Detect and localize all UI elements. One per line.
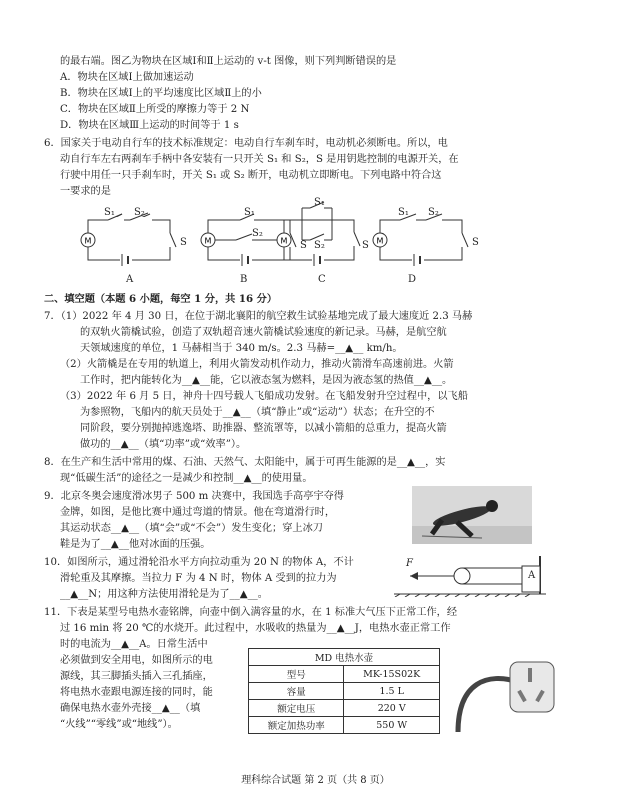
q11-line-8: “火线”“零线”或“地线”）。 xyxy=(60,719,178,730)
circuit-a xyxy=(80,205,180,270)
q11-line-6: 将电热水壶跟电源连接的同时，能 xyxy=(60,687,213,698)
table-row: 型号 MK-15S02K xyxy=(249,666,440,683)
pulley-diagram xyxy=(390,552,550,597)
svg-text:M: M xyxy=(204,236,212,246)
q6-line-4: 一要求的是 xyxy=(60,186,111,197)
q9-line-3: 其运动状态__▲__（填“会”或“不会”）发生变化；穿上冰刀 xyxy=(60,523,323,534)
table-row: 容量 1.5 L xyxy=(249,683,440,700)
q10-line-1: 10．如图所示，通过滑轮沿水平方向拉动重为 20 N 的物体 A，不计 xyxy=(44,557,354,568)
q7-line-6: （3）2022 年 6 月 5 日，神舟十四号载人飞船成功发射。在飞船发射升空过程中，以飞船 xyxy=(60,391,468,402)
kettle-nameplate-table xyxy=(248,648,440,734)
svg-text:M: M xyxy=(84,236,92,246)
svg-text:M: M xyxy=(280,236,288,246)
q11-line-3: 时的电流为__▲__A。日常生活中 xyxy=(60,639,208,650)
circuit-c-s2: S₂ xyxy=(314,240,325,251)
circuit-b-s2: S₂ xyxy=(252,228,263,239)
q5-option-d: D．物块在区域Ⅲ上运动的时间等于 1 s xyxy=(60,120,239,131)
q10-line-2: 滑轮重及其摩擦。当拉力 F 为 4 N 时，物体 A 受到的拉力为 xyxy=(60,573,337,584)
q10-line-3: __▲__N；用这种方法使用滑轮是为了__▲__。 xyxy=(60,589,268,600)
q6-line-3: 行驶中用任一只手刹车时，开关 S₁ 或 S₂ 断开，电动机立即断电。下列电路中符合这 xyxy=(60,170,442,181)
speed-skater-photo xyxy=(412,486,532,544)
q7-line-4: （2）火箭橇是在专用的轨道上，利用火箭发动机作动力，推动火箭滑车高速前进。火箭 xyxy=(60,359,454,370)
table-row: 额定电压 220 V xyxy=(249,700,440,717)
q6-line-2: 动自行车左右两刹车手柄中各安装有一只开关 S₁ 和 S₂，S 是用钥匙控制的电源开关，在 xyxy=(60,154,459,165)
q7-line-1: 7．（1）2022 年 4 月 30 日，在位于湖北襄阳的航空救生试验基地完成了最大速度近 2.3 马赫 xyxy=(44,311,473,322)
q11-line-2: 过 16 min 将 20 ℃的水烧开。此过程中，水吸收的热量为__▲__J，电热水壶正常工作 xyxy=(60,623,451,634)
svg-text:M: M xyxy=(376,236,384,246)
q9-line-1: 9．北京冬奥会速度滑冰男子 500 m 决赛中，我国选手高亭宇夺得 xyxy=(44,491,344,502)
q11-line-5: 源线，其三脚插头插入三孔插座， xyxy=(60,671,213,682)
circuit-b-label: B xyxy=(240,274,248,285)
circuit-a-label: A xyxy=(126,274,134,285)
circuit-d-s1: S₁ xyxy=(398,207,409,218)
pulley-force-label: F xyxy=(406,558,413,569)
q8-line-1: 8．在生产和生活中常用的煤、石油、天然气、太阳能中，属于可再生能源的是__▲__，实 xyxy=(44,457,446,468)
circuit-a-s2: S₂ xyxy=(134,207,145,218)
circuit-c xyxy=(272,200,362,272)
table-title: MD 电热水壶 xyxy=(249,649,440,666)
circuit-c-s1: S₁ xyxy=(314,197,325,208)
q7-line-2: 的双轨火箭橇试验，创造了双轨超音速火箭橇试验速度的新记录。马赫，是航空航 xyxy=(80,327,447,338)
q5-option-c: C．物块在区域Ⅱ上所受的摩擦力等于 2 N xyxy=(60,104,250,115)
q7-line-8: 同阶段，要分别抛掉逃逸塔、助推器、整流罩等，以减小箭船的总重力，提高火箭 xyxy=(80,423,447,434)
q11-line-7: 确保电热水壶外壳接__▲__（填 xyxy=(60,703,201,714)
q6-line-1: 6．国家关于电动自行车的技术标准规定：电动自行车刹车时，电动机必须断电。所以，电 xyxy=(44,138,448,149)
q7-line-7: 为参照物，飞船内的航天员处于__▲__（填“静止”或“运动”）状态；在升空的不 xyxy=(80,407,435,418)
circuit-c-label: C xyxy=(318,274,326,285)
q11-line-1: 11．下表是某型号电热水壶铭牌，向壶中倒入满容量的水，在 1 标准大气压下正常工作，经 xyxy=(44,607,458,618)
circuit-d xyxy=(372,205,472,270)
circuit-d-s: S xyxy=(472,237,479,248)
table-row: 额定加热功率 550 W xyxy=(249,717,440,734)
q7-line-9: 做功的__▲__（填“功率”或“效率”）。 xyxy=(80,439,247,450)
q5-intro: 的最右端。图乙为物块在区域Ⅰ和Ⅱ上运动的 v-t 图像，则下列判断错误的是 xyxy=(60,56,397,67)
q9-line-4: 鞋是为了__▲__他对冰面的压强。 xyxy=(60,539,211,550)
q11-line-4: 必须做到安全用电，如图所示的电 xyxy=(60,655,213,666)
q8-line-2: 现“低碳生活”的途径之一是减少和控制__▲__的使用量。 xyxy=(60,473,313,484)
three-pin-plug-image xyxy=(448,642,568,737)
pulley-block-label: A xyxy=(528,570,536,581)
q7-line-3: 天领域速度的单位，1 马赫相当于 340 m/s。2.3 马赫=__▲__ km/h。 xyxy=(80,343,403,354)
circuit-d-s2: S₂ xyxy=(428,207,439,218)
q5-option-b: B．物块在区域Ⅰ上的平均速度比区域Ⅱ上的小 xyxy=(60,88,262,99)
page-footer: 理科综合试题 第 2 页（共 8 页） xyxy=(241,775,390,786)
circuit-c-s: S xyxy=(362,240,369,251)
section-2-title: 二、填空题（本题 6 小题，每空 1 分，共 16 分） xyxy=(44,293,278,305)
q5-option-a: A．物块在区域Ⅰ上做加速运动 xyxy=(60,72,194,83)
circuit-d-label: D xyxy=(408,274,417,285)
q9-line-2: 金牌，如图，是他比赛中通过弯道的情景。他在弯道滑行时， xyxy=(60,507,336,518)
q7-line-5: 工作时，把内能转化为__▲__能，它以液态氢为燃料，是因为液态氢的热值__▲__。 xyxy=(80,375,453,386)
circuit-a-s: S xyxy=(180,237,187,248)
circuit-a-s1: S₁ xyxy=(104,207,115,218)
circuit-b-s: S xyxy=(300,240,307,251)
circuit-b-s1: S₁ xyxy=(244,207,255,218)
